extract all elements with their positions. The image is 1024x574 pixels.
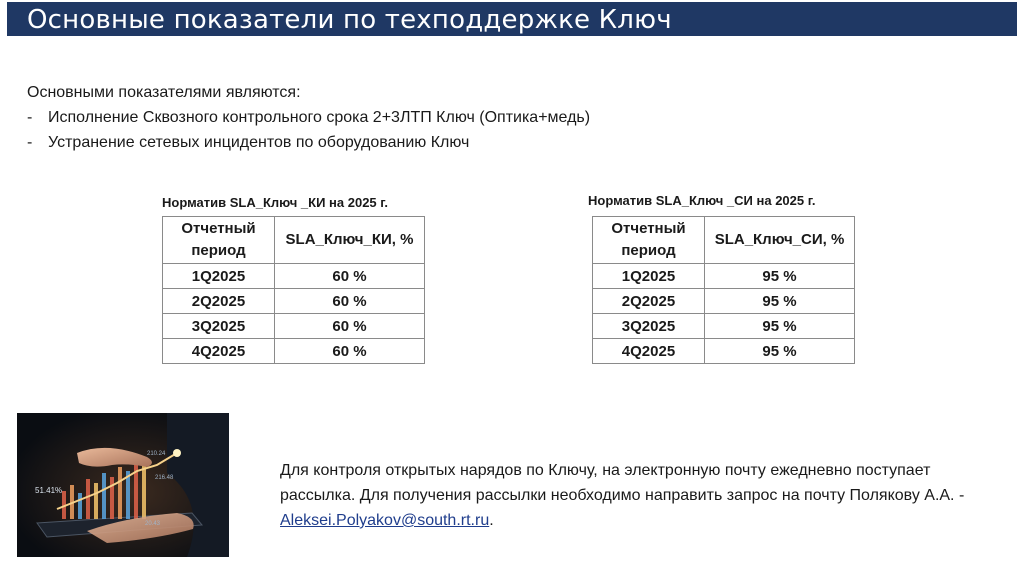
photo-label: 210.24 — [147, 451, 166, 457]
cell-sla: 60 % — [275, 289, 425, 314]
table-row — [163, 339, 425, 364]
cell-sla: 95 % — [705, 339, 855, 364]
table-row — [163, 264, 425, 289]
cell-period: 2Q2025 — [163, 289, 275, 314]
table-row — [593, 264, 855, 289]
bullet-text: Устранение сетевых инцидентов по оборудованию Ключ — [48, 134, 470, 151]
header-sla: SLA_Ключ_КИ, % — [275, 217, 425, 264]
photo-label: 216.48 — [155, 475, 174, 481]
table-row — [593, 314, 855, 339]
header-period: Отчетный период — [163, 217, 275, 264]
note-text-before: Для контроля открытых нарядов по Ключу, на электронную почту ежедневно поступает рассылка. Для получения рассылки необходимо направить запрос на почту Полякову А.А. - — [280, 462, 965, 504]
mailing-note-text — [280, 458, 1000, 533]
analytics-photo — [17, 413, 229, 557]
cell-sla: 95 % — [705, 264, 855, 289]
cell-sla: 60 % — [275, 264, 425, 289]
mailing-note — [280, 458, 1000, 533]
table-header-row — [163, 217, 425, 264]
bullet-dash: - — [27, 109, 33, 126]
table-si — [592, 216, 855, 364]
photo-label: 20.43 — [145, 521, 161, 527]
table-header-row — [593, 217, 855, 264]
intro-block — [27, 80, 590, 155]
bullet-item — [27, 130, 590, 155]
note-text-after: . — [489, 512, 494, 529]
cell-period: 3Q2025 — [593, 314, 705, 339]
table-row — [593, 339, 855, 364]
table-ki-caption: Норматив SLA_Ключ _КИ на 2025 г. — [162, 195, 388, 210]
bullet-text: Исполнение Сквозного контрольного срока 2+3ЛТП Ключ (Оптика+медь) — [48, 109, 591, 126]
bullet-item — [27, 105, 590, 130]
cell-period: 4Q2025 — [163, 339, 275, 364]
cell-period: 1Q2025 — [163, 264, 275, 289]
cell-sla: 95 % — [705, 289, 855, 314]
cell-period: 1Q2025 — [593, 264, 705, 289]
table-row — [163, 289, 425, 314]
bullet-dash: - — [27, 134, 33, 151]
analytics-illustration — [17, 413, 229, 557]
cell-period: 4Q2025 — [593, 339, 705, 364]
header-period: Отчетный период — [593, 217, 705, 264]
title-bar — [7, 2, 1017, 36]
photo-label: 51.41% — [35, 486, 63, 495]
header-sla: SLA_Ключ_СИ, % — [705, 217, 855, 264]
table-row — [593, 289, 855, 314]
page-title: Основные показатели по техподдержке Ключ — [27, 5, 672, 35]
table-ki — [162, 216, 425, 364]
intro-lead: Основными показателями являются: — [27, 84, 301, 101]
cell-sla: 95 % — [705, 314, 855, 339]
cell-sla: 60 % — [275, 339, 425, 364]
email-link[interactable]: Aleksei.Polyakov@south.rt.ru — [280, 512, 490, 529]
table-row — [163, 314, 425, 339]
table-si-caption: Норматив SLA_Ключ _СИ на 2025 г. — [588, 193, 816, 208]
cell-period: 3Q2025 — [163, 314, 275, 339]
cell-period: 2Q2025 — [593, 289, 705, 314]
cell-sla: 60 % — [275, 314, 425, 339]
intro-bullet-list — [27, 105, 590, 155]
